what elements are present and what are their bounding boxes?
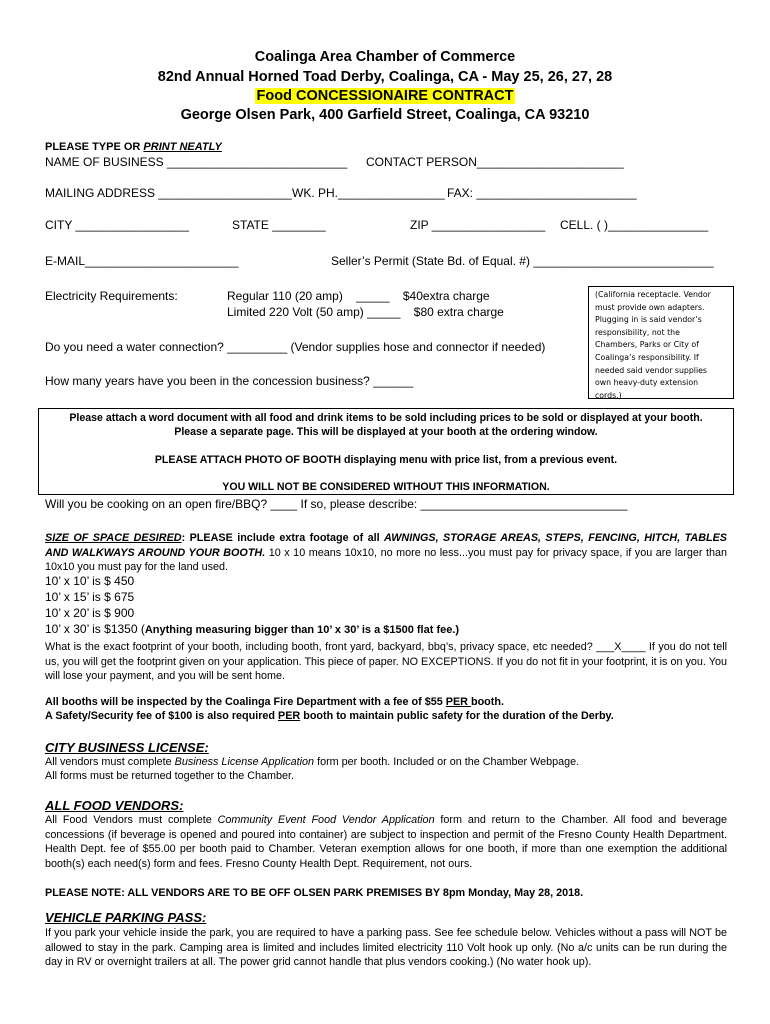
attachment-instructions-box <box>38 408 734 495</box>
header-location: George Olsen Park, 400 Garfield Street, Coalinga, CA 93210 <box>180 107 590 123</box>
note-line: Chambers, Parks or City of <box>595 340 699 350</box>
attach-warning: YOU WILL NOT BE CONSIDERED WITHOUT THIS INFORMATION. <box>222 481 550 493</box>
attach-photo-instruction: PLEASE ATTACH PHOTO OF BOOTH displaying menu with price list, from a previous event. <box>154 454 618 466</box>
electricity-regular-option[interactable]: Regular 110 (20 amp) _____ $40extra charge <box>227 289 490 303</box>
header-contract-title <box>0 88 770 104</box>
email-field[interactable]: E-MAIL_______________________ <box>45 254 239 268</box>
cell-field[interactable]: CELL. ( )_______________ <box>560 218 709 232</box>
state-field[interactable]: STATE ________ <box>232 218 326 232</box>
header-event: 82nd Annual Horned Toad Derby, Coalinga, CA - May 25, 26, 27, 28 <box>157 69 613 85</box>
parking-heading: VEHICLE PARKING PASS: <box>45 910 207 925</box>
electricity-note-box <box>588 286 734 399</box>
business-license-application: Business License Application <box>174 756 315 768</box>
water-connection-question[interactable]: Do you need a water connection? _________ (Vendor supplies hose and connector if needed) <box>45 340 546 354</box>
contract-title-highlight: Food CONCESSIONAIRE CONTRACT <box>256 88 514 104</box>
business-name-field[interactable]: NAME OF BUSINESS ___________________________ <box>45 155 348 169</box>
food-vendors-heading: ALL FOOD VENDORS: <box>45 798 184 813</box>
please-type-instruction: PLEASE TYPE OR PRINT NEATLY <box>45 141 222 153</box>
price-10x30: 10’ x 30’ is $1350 (Anything measuring bigger than 10’ x 30’ is a $1500 flat fee.) <box>45 622 460 636</box>
city-license-line2: All forms must be returned together to the Chamber. <box>45 770 295 782</box>
city-field[interactable]: CITY _________________ <box>45 218 189 232</box>
price-10x15: 10’ x 15’ is $ 675 <box>45 590 135 604</box>
note-line: needed said vendor supplies <box>595 365 707 375</box>
food-vendors-paragraph: All Food Vendors must complete Community Event Food Vendor Application form and return to the Chamber. All food and beverage concessions (if beverage is opened and poured into container) are subject to inspection and permit of the Fresno County Health Department. Health Dept. fee of $55.00 per booth paid to Chamber. Veteran exemption allows for one booth, if more than one exemption the additional booth(s) each need(s) form and fees. Fresno County Health Dept. Requirement, not ours. <box>45 814 727 870</box>
note-line: Coalinga’s responsibility. If <box>595 352 699 362</box>
space-heading: SIZE OF SPACE DESIRED <box>45 532 182 544</box>
city-license-line1: All vendors must complete Business License Application form per booth. Included or on the Chamber Webpage. <box>45 756 580 768</box>
mailing-address-field[interactable]: MAILING ADDRESS ____________________ <box>45 186 292 200</box>
space-extras: AWNINGS, STORAGE AREAS, STEPS, FENCING, HITCH, TABLES AND WALKWAYS AROUND YOUR BOOTH. <box>45 532 727 559</box>
price-10x10: 10’ x 10’ is $ 450 <box>45 574 135 588</box>
footprint-paragraph[interactable]: What is the exact footprint of your booth, including booth, front yard, backyard, bbq’s, privacy space, etc needed? ___X____ If you do not tell us, you will get the footprint given on your application. This piece of paper. NO EXCEPTIONS. If you do not fit in your footprint, it is on you. You will lose your payment, and you will be sent home. <box>45 641 727 683</box>
work-phone-field[interactable]: WK. PH.________________ <box>292 186 445 200</box>
fire-inspection-fee: All booths will be inspected by the Coalinga Fire Department with a fee of $55 PER booth. <box>45 696 504 708</box>
note-line: must provide own adapters. <box>595 302 705 312</box>
electricity-limited-option[interactable]: Limited 220 Volt (50 amp) _____ $80 extra charge <box>227 305 504 319</box>
price-10x20: 10’ x 20’ is $ 900 <box>45 606 135 620</box>
header-organization: Coalinga Area Chamber of Commerce <box>254 49 516 65</box>
attach-menu-instruction: Please attach a word document with all food and drink items to be sold including prices to be sold or displayed at your booth. <box>69 412 703 424</box>
electricity-label: Electricity Requirements: <box>45 289 178 303</box>
note-line: cords.) <box>595 390 622 400</box>
note-line: (California receptacle. Vendor <box>595 290 711 299</box>
parking-paragraph: If you park your vehicle inside the park, you are required to have a parking pass. See fee schedule below. Vehicles without a pass will NOT be allowed to stay in the park. Camping area is limited and includes limited electricity 110 Volt hook up only. (No a/c units can be run during the day in RV or overnight trailers at all. The power grid cannot handle that plus vendors cooking.) (No water hook up). <box>45 927 727 969</box>
cooking-question[interactable]: Will you be cooking on an open fire/BBQ? ____ If so, please describe: _______________________________ <box>45 497 628 511</box>
contact-person-field[interactable]: CONTACT PERSON______________________ <box>366 155 624 169</box>
premises-deadline-note: PLEASE NOTE: ALL VENDORS ARE TO BE OFF OLSEN PARK PREMISES BY 8pm Monday, May 28, 2018. <box>45 887 584 899</box>
note-line: own heavy-duty extension <box>595 378 699 388</box>
print-neatly: PRINT NEATLY <box>143 141 222 153</box>
oversize-fee: Anything measuring bigger than 10’ x 30’ is a $1500 flat fee.) <box>144 624 460 636</box>
note-line: Plugging in is said vendor’s <box>595 315 702 325</box>
fax-field[interactable]: FAX: ________________________ <box>447 186 637 200</box>
years-in-business-question[interactable]: How many years have you been in the concession business? ______ <box>45 374 414 388</box>
attach-separate-page: Please a separate page. This will be displayed at your booth at the ordering window. <box>174 426 598 438</box>
safety-security-fee: A Safety/Security fee of $100 is also required PER booth to maintain public safety for the duration of the Derby. <box>45 710 614 722</box>
space-size-paragraph: SIZE OF SPACE DESIRED: PLEASE include extra footage of all AWNINGS, STORAGE AREAS, STEPS, FENCING, HITCH, TABLES AND WALKWAYS AROUND YOUR BOOTH. 10 x 10 means 10x10, no more no less...you must pay for privacy space, if you are larger than 10x10 you must pay for the land used. <box>45 532 727 574</box>
note-line: responsibility, not the <box>595 327 680 337</box>
zip-field[interactable]: ZIP _________________ <box>410 218 546 232</box>
sellers-permit-field[interactable]: Seller’s Permit (State Bd. of Equal. #) ___________________________ <box>331 254 714 268</box>
city-license-heading: CITY BUSINESS LICENSE: <box>45 740 209 755</box>
community-event-application: Community Event Food Vendor Application <box>217 814 435 826</box>
